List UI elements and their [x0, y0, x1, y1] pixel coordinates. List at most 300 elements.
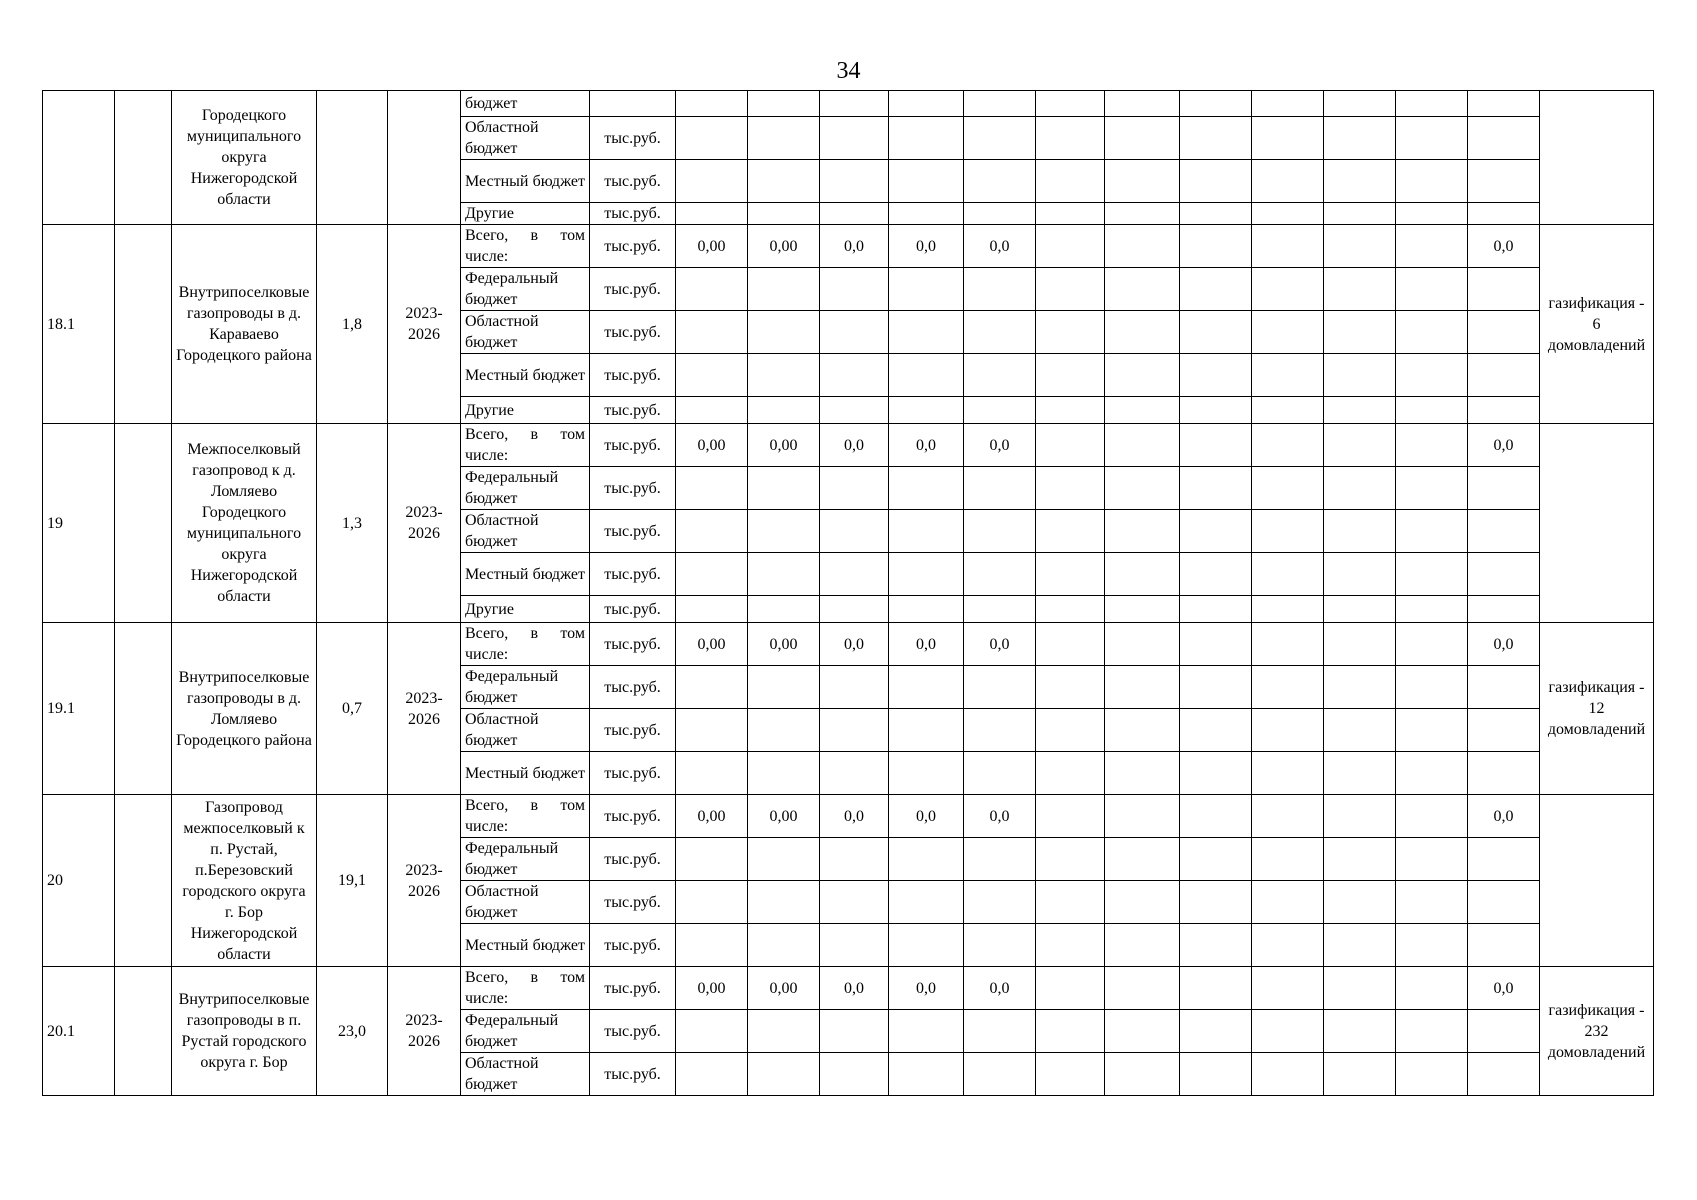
empty-cell — [748, 666, 820, 709]
empty-cell — [1396, 795, 1468, 838]
empty-cell — [1252, 467, 1324, 510]
cell-unit: тыс.руб. — [590, 881, 676, 924]
value-cell: 0,0 — [964, 967, 1036, 1010]
cell-unit: тыс.руб. — [590, 1010, 676, 1053]
cell-unit: тыс.руб. — [590, 553, 676, 596]
empty-cell — [1036, 967, 1105, 1010]
value-cell: 0,0 — [889, 424, 964, 467]
empty-cell — [889, 354, 964, 397]
cell-unit: тыс.руб. — [590, 160, 676, 203]
object-period: 2023-2026 — [388, 967, 461, 1096]
empty-cell — [1396, 1053, 1468, 1096]
empty-cell — [1324, 1053, 1396, 1096]
empty-cell — [1036, 838, 1105, 881]
cell-unit — [590, 91, 676, 117]
empty-cell — [1105, 553, 1180, 596]
empty-cell — [1324, 709, 1396, 752]
empty-cell — [748, 838, 820, 881]
value-cell: 0,0 — [1468, 424, 1540, 467]
empty-cell — [1105, 881, 1180, 924]
value-cell: 0,00 — [748, 795, 820, 838]
cell-unit: тыс.руб. — [590, 311, 676, 354]
empty-cell — [820, 397, 889, 424]
empty-cell — [1252, 709, 1324, 752]
empty-cell — [676, 311, 748, 354]
empty-cell — [964, 666, 1036, 709]
object-period: 2023-2026 — [388, 795, 461, 967]
cell-unit: тыс.руб. — [590, 467, 676, 510]
empty-cell — [964, 268, 1036, 311]
value-cell: 0,0 — [1468, 967, 1540, 1010]
empty-cell — [1180, 510, 1252, 553]
empty-cell — [676, 1053, 748, 1096]
value-cell: 0,00 — [676, 623, 748, 666]
cell-unit: тыс.руб. — [590, 510, 676, 553]
empty-cell — [1468, 666, 1540, 709]
empty-cell — [1252, 311, 1324, 354]
cell-unit: тыс.руб. — [590, 397, 676, 424]
empty-cell — [889, 924, 964, 967]
empty-cell — [1468, 838, 1540, 881]
empty-cell — [1252, 268, 1324, 311]
empty-cell — [1105, 838, 1180, 881]
empty-cell — [1105, 510, 1180, 553]
value-cell: 0,0 — [820, 623, 889, 666]
empty-cell — [1036, 709, 1105, 752]
object-result: газификация - 6 домовладений — [1540, 225, 1654, 424]
value-cell: 0,0 — [889, 225, 964, 268]
cell-unit: тыс.руб. — [590, 623, 676, 666]
empty-cell — [1468, 553, 1540, 596]
empty-cell — [1324, 510, 1396, 553]
empty-cell — [748, 924, 820, 967]
cell-empty — [115, 91, 172, 225]
empty-cell — [1105, 1010, 1180, 1053]
empty-cell — [676, 881, 748, 924]
cell-empty — [115, 967, 172, 1096]
empty-cell — [1396, 752, 1468, 795]
empty-cell — [964, 1053, 1036, 1096]
empty-cell — [1105, 1053, 1180, 1096]
empty-cell — [1396, 881, 1468, 924]
object-name: Внутрипоселковые газопроводы в д. Караваево Городецкого района — [172, 225, 317, 424]
value-cell: 0,0 — [964, 225, 1036, 268]
funding-source: бюджет — [461, 91, 590, 117]
cell-unit: тыс.руб. — [590, 752, 676, 795]
empty-cell — [1036, 311, 1105, 354]
empty-cell — [1468, 397, 1540, 424]
empty-cell — [1036, 623, 1105, 666]
empty-cell — [820, 467, 889, 510]
empty-cell — [820, 881, 889, 924]
empty-cell — [1396, 424, 1468, 467]
empty-cell — [1324, 924, 1396, 967]
empty-cell — [676, 397, 748, 424]
empty-cell — [1180, 553, 1252, 596]
funding-source: Местный бюджет — [461, 924, 590, 967]
empty-cell — [1036, 596, 1105, 623]
empty-cell — [748, 553, 820, 596]
value-cell: 0,0 — [820, 424, 889, 467]
empty-cell — [1324, 881, 1396, 924]
value-cell: 0,00 — [748, 967, 820, 1010]
empty-cell — [964, 596, 1036, 623]
object-result — [1540, 795, 1654, 967]
empty-cell — [964, 924, 1036, 967]
object-name: Межпоселковый газопровод к д. Ломляево Городецкого муниципального округа Нижегородской области — [172, 424, 317, 623]
empty-cell — [1180, 311, 1252, 354]
value-cell: 0,00 — [676, 424, 748, 467]
value-cell: 0,0 — [964, 424, 1036, 467]
empty-cell — [748, 1010, 820, 1053]
empty-cell — [1324, 397, 1396, 424]
empty-cell — [1105, 666, 1180, 709]
gasification-program-table — [42, 90, 1654, 1096]
empty-cell — [1105, 467, 1180, 510]
empty-cell — [1468, 1010, 1540, 1053]
empty-cell — [1036, 752, 1105, 795]
empty-cell — [1252, 1010, 1324, 1053]
empty-cell — [964, 838, 1036, 881]
cell-empty — [115, 623, 172, 795]
empty-cell — [1036, 666, 1105, 709]
value-cell: 0,0 — [1468, 623, 1540, 666]
empty-cell — [820, 924, 889, 967]
empty-cell — [1324, 424, 1396, 467]
funding-source: Местный бюджет — [461, 160, 590, 203]
empty-cell — [1396, 596, 1468, 623]
empty-cell — [964, 467, 1036, 510]
empty-cell — [676, 838, 748, 881]
empty-cell — [1036, 553, 1105, 596]
empty-cell — [676, 354, 748, 397]
empty-cell — [1180, 354, 1252, 397]
object-period: 2023-2026 — [388, 424, 461, 623]
empty-cell — [676, 268, 748, 311]
object-number: 18.1 — [43, 225, 115, 424]
empty-cell — [1468, 596, 1540, 623]
empty-cell — [964, 397, 1036, 424]
empty-cell — [1396, 354, 1468, 397]
value-cell: 0,0 — [820, 967, 889, 1010]
funding-source: Федеральный бюджет — [461, 467, 590, 510]
empty-cell — [1180, 666, 1252, 709]
empty-cell — [1468, 924, 1540, 967]
empty-cell — [964, 354, 1036, 397]
object-result: газификация - 232 домовладений — [1540, 967, 1654, 1096]
funding-source: Областной бюджет — [461, 117, 590, 160]
value-cell: 0,0 — [820, 225, 889, 268]
object-name: Внутрипоселковые газопроводы в д. Ломляево Городецкого района — [172, 623, 317, 795]
empty-cell — [889, 666, 964, 709]
empty-cell — [1324, 311, 1396, 354]
empty-cell — [1180, 1053, 1252, 1096]
empty-cell — [889, 397, 964, 424]
empty-cell — [1036, 354, 1105, 397]
object-number: 20.1 — [43, 967, 115, 1096]
empty-cell — [1468, 311, 1540, 354]
empty-cell — [1252, 623, 1324, 666]
table-row — [43, 424, 1654, 467]
empty-cell — [1324, 467, 1396, 510]
empty-cell — [676, 596, 748, 623]
empty-cell — [1180, 709, 1252, 752]
object-length: 1,3 — [317, 424, 388, 623]
funding-source: Областной бюджет — [461, 311, 590, 354]
cell-unit: тыс.руб. — [590, 709, 676, 752]
object-name: Городецкого муниципального округа Нижегородской области — [172, 91, 317, 225]
empty-cell — [1105, 225, 1180, 268]
funding-source: Областной бюджет — [461, 709, 590, 752]
value-cell: 0,0 — [889, 795, 964, 838]
cell-unit: тыс.руб. — [590, 117, 676, 160]
empty-cell — [1396, 268, 1468, 311]
empty-cell — [889, 596, 964, 623]
empty-cell — [1036, 467, 1105, 510]
empty-cell — [1252, 354, 1324, 397]
empty-cell — [1180, 424, 1252, 467]
empty-cell — [889, 881, 964, 924]
empty-cell — [964, 881, 1036, 924]
cell-result — [1540, 91, 1654, 225]
cell-unit: тыс.руб. — [590, 924, 676, 967]
funding-source: Всего, в том числе: — [461, 623, 590, 666]
cell-unit: тыс.руб. — [590, 967, 676, 1010]
empty-cell — [820, 1053, 889, 1096]
table-row — [43, 225, 1654, 268]
empty-cell — [889, 752, 964, 795]
empty-cell — [1252, 881, 1324, 924]
page-number: 34 — [836, 58, 861, 84]
empty-cell — [1468, 752, 1540, 795]
value-cell: 0,0 — [964, 795, 1036, 838]
empty-cell — [1252, 795, 1324, 838]
funding-source: Областной бюджет — [461, 1053, 590, 1096]
funding-source: Федеральный бюджет — [461, 666, 590, 709]
empty-cell — [676, 467, 748, 510]
empty-cell — [1396, 623, 1468, 666]
empty-cell — [964, 510, 1036, 553]
empty-cell — [748, 397, 820, 424]
value-cell: 0,00 — [748, 424, 820, 467]
cell-empty — [115, 225, 172, 424]
funding-source: Местный бюджет — [461, 354, 590, 397]
value-cell: 0,00 — [676, 225, 748, 268]
empty-cell — [1180, 881, 1252, 924]
empty-cell — [1324, 623, 1396, 666]
empty-cell — [1324, 1010, 1396, 1053]
empty-cell — [1468, 881, 1540, 924]
object-length: 1,8 — [317, 225, 388, 424]
table-row — [43, 795, 1654, 838]
cell-unit: тыс.руб. — [590, 203, 676, 225]
empty-cell — [1396, 666, 1468, 709]
value-cell: 0,0 — [1468, 225, 1540, 268]
empty-cell — [889, 268, 964, 311]
empty-cell — [889, 510, 964, 553]
object-number: 19 — [43, 424, 115, 623]
empty-cell — [1252, 397, 1324, 424]
empty-cell — [1468, 268, 1540, 311]
funding-source: Другие — [461, 596, 590, 623]
funding-source: Федеральный бюджет — [461, 268, 590, 311]
empty-cell — [1324, 752, 1396, 795]
empty-cell — [1105, 795, 1180, 838]
empty-cell — [1252, 1053, 1324, 1096]
empty-cell — [1036, 881, 1105, 924]
empty-cell — [889, 311, 964, 354]
cell-length — [317, 91, 388, 225]
empty-cell — [676, 1010, 748, 1053]
empty-cell — [676, 924, 748, 967]
value-cell: 0,00 — [748, 623, 820, 666]
value-cell: 0,0 — [964, 623, 1036, 666]
empty-cell — [820, 354, 889, 397]
empty-cell — [1252, 553, 1324, 596]
empty-cell — [1324, 268, 1396, 311]
empty-cell — [1468, 467, 1540, 510]
empty-cell — [1324, 795, 1396, 838]
empty-cell — [1180, 225, 1252, 268]
empty-cell — [1468, 354, 1540, 397]
empty-cell — [1105, 709, 1180, 752]
value-cell: 0,00 — [676, 967, 748, 1010]
empty-cell — [1105, 752, 1180, 795]
empty-cell — [1324, 596, 1396, 623]
empty-cell — [820, 838, 889, 881]
cell-unit: тыс.руб. — [590, 225, 676, 268]
empty-cell — [676, 752, 748, 795]
empty-cell — [1180, 467, 1252, 510]
empty-cell — [820, 752, 889, 795]
empty-cell — [964, 709, 1036, 752]
value-cell: 0,0 — [820, 795, 889, 838]
empty-cell — [1324, 553, 1396, 596]
empty-cell — [1180, 623, 1252, 666]
cell-num — [43, 91, 115, 225]
empty-cell — [1252, 225, 1324, 268]
empty-cell — [1180, 967, 1252, 1010]
empty-cell — [1252, 838, 1324, 881]
cell-unit: тыс.руб. — [590, 596, 676, 623]
empty-cell — [889, 467, 964, 510]
object-name: Газопровод межпоселковый к п. Рустай, п.Березовский городского округа г. Бор Нижегородской области — [172, 795, 317, 967]
cell-empty — [115, 795, 172, 967]
funding-source: Другие — [461, 203, 590, 225]
empty-cell — [889, 709, 964, 752]
value-cell: 0,00 — [676, 795, 748, 838]
empty-cell — [1105, 596, 1180, 623]
empty-cell — [748, 881, 820, 924]
empty-cell — [676, 666, 748, 709]
empty-cell — [748, 1053, 820, 1096]
empty-cell — [748, 467, 820, 510]
empty-cell — [1252, 510, 1324, 553]
cell-unit: тыс.руб. — [590, 838, 676, 881]
empty-cell — [1324, 967, 1396, 1010]
table-row — [43, 967, 1654, 1010]
cell-period — [388, 91, 461, 225]
funding-source: Всего, в том числе: — [461, 424, 590, 467]
empty-cell — [820, 1010, 889, 1053]
empty-cell — [820, 268, 889, 311]
empty-cell — [1036, 510, 1105, 553]
object-length: 0,7 — [317, 623, 388, 795]
empty-cell — [964, 553, 1036, 596]
empty-cell — [748, 752, 820, 795]
empty-cell — [1468, 1053, 1540, 1096]
value-cell: 0,0 — [1468, 795, 1540, 838]
empty-cell — [820, 596, 889, 623]
empty-cell — [1105, 623, 1180, 666]
empty-cell — [1180, 596, 1252, 623]
empty-cell — [1180, 838, 1252, 881]
table-row — [43, 623, 1654, 666]
empty-cell — [1396, 1010, 1468, 1053]
object-period: 2023-2026 — [388, 225, 461, 424]
empty-cell — [748, 354, 820, 397]
empty-cell — [1036, 424, 1105, 467]
empty-cell — [964, 1010, 1036, 1053]
empty-cell — [820, 666, 889, 709]
empty-cell — [1324, 838, 1396, 881]
empty-cell — [1252, 666, 1324, 709]
funding-source: Областной бюджет — [461, 881, 590, 924]
empty-cell — [1396, 709, 1468, 752]
empty-cell — [964, 752, 1036, 795]
object-period: 2023-2026 — [388, 623, 461, 795]
empty-cell — [1252, 424, 1324, 467]
value-cell: 0,0 — [889, 967, 964, 1010]
object-result — [1540, 424, 1654, 623]
empty-cell — [1324, 225, 1396, 268]
empty-cell — [820, 510, 889, 553]
empty-cell — [748, 268, 820, 311]
funding-source: Областной бюджет — [461, 510, 590, 553]
cell-empty — [115, 424, 172, 623]
empty-cell — [889, 838, 964, 881]
empty-cell — [1105, 924, 1180, 967]
empty-cell — [1396, 510, 1468, 553]
funding-source: Всего, в том числе: — [461, 225, 590, 268]
funding-source: Местный бюджет — [461, 752, 590, 795]
empty-cell — [820, 553, 889, 596]
empty-cell — [748, 596, 820, 623]
empty-cell — [820, 709, 889, 752]
empty-cell — [1180, 397, 1252, 424]
empty-cell — [1105, 268, 1180, 311]
cell-unit: тыс.руб. — [590, 1053, 676, 1096]
empty-cell — [1468, 709, 1540, 752]
value-cell: 0,0 — [889, 623, 964, 666]
object-result: газификация - 12 домовладений — [1540, 623, 1654, 795]
cell-unit: тыс.руб. — [590, 424, 676, 467]
funding-source: Федеральный бюджет — [461, 838, 590, 881]
object-length: 19,1 — [317, 795, 388, 967]
empty-cell — [748, 311, 820, 354]
empty-cell — [1180, 795, 1252, 838]
empty-cell — [889, 1010, 964, 1053]
empty-cell — [1036, 1053, 1105, 1096]
empty-cell — [1396, 924, 1468, 967]
empty-cell — [676, 510, 748, 553]
empty-cell — [1252, 596, 1324, 623]
empty-cell — [1396, 225, 1468, 268]
empty-cell — [1105, 424, 1180, 467]
value-cell: 0,00 — [748, 225, 820, 268]
empty-cell — [889, 1053, 964, 1096]
empty-cell — [889, 553, 964, 596]
